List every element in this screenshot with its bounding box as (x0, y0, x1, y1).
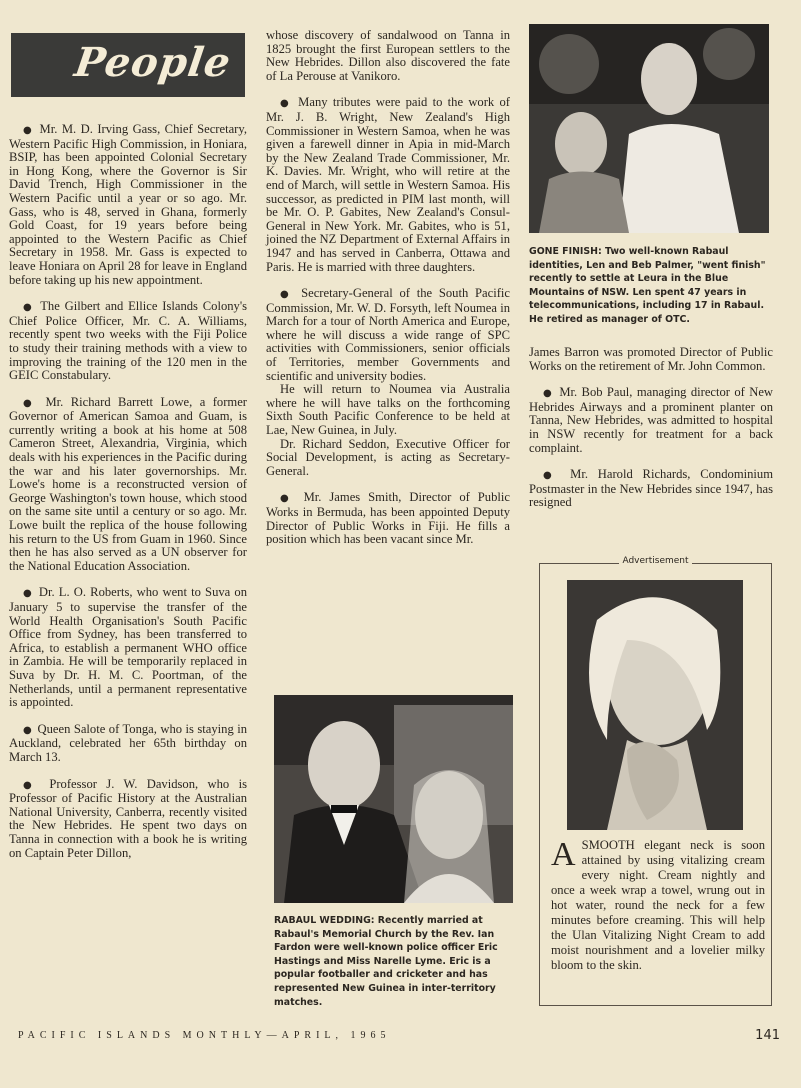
bullet-icon: ● (543, 470, 569, 482)
column-3 (529, 346, 773, 523)
article-paragraph (266, 287, 510, 383)
article-paragraph (529, 386, 773, 455)
column-1 (9, 123, 247, 873)
paragraph-text: Professor J. W. Davidson, who is Professor of Pacific History at the Australian National University, Canberra, recently visited the New Hebrides. He spent two days on Tanna in connection with a book he is writing on Captain Peter Dillon, (9, 776, 247, 860)
paragraph-text: whose discovery of sandalwood on Tanna in 1825 brought the first European settlers to the New Hebrides. Dillon also discovered the fate of La Perouse at Vanikoro. (266, 28, 510, 83)
paragraph-text: Many tributes were paid to the work of Mr. J. B. Wright, New Zealand's High Commissioner in Western Samoa, when he was given a farewell dinner in Apia in mid-March by the New Zealand Trade Commissioner, Mr. K. Davies. Mr. Wright, who will retire at the end of March, will settle in Western Samoa. His successor, as predicted in PIM last month, will be Mr. O. P. Gabites, New Zealand's Consul-General in New York. Mr. Gabites, who is 51, joined the NZ Department of External Affairs in 1947 and has served in Canberra, Ottawa and Paris. He is married with three daughters. (266, 95, 510, 274)
article-paragraph (9, 723, 247, 765)
advertisement-photo (567, 580, 743, 830)
paragraph-text: Mr. James Smith, Director of Public Works in Bermuda, has been appointed Deputy Director of Public Works in Fiji. He fills a position which has been vacant since Mr. (266, 490, 510, 547)
paragraph-text: Mr. Richard Barrett Lowe, a former Governor of American Samoa and Guam, is currently writing a book at his home at 508 Cameron Street, Alexandria, Virginia, which deals with his experiences in the Pacific during the war and his later governorships. Mr. Lowe's home is a reconstructed version of George Washington's town house, which stood on the same site until a century or so ago. Mr. Lowe built the replica of the house following his return to the US from Guam in 1960. Since then he has also served as a UN observer for the National Education Association. (9, 394, 247, 573)
paragraph-text: Secretary-General of the South Pacific Commission, Mr. W. D. Forsyth, left Noumea in March for a tour of North America and Europe, where he will discuss a wide range of SPC activities with Commissioners, senior officials of Territories, member Governments and scientific and university bodies. (266, 286, 510, 383)
advertisement-label: Advertisement (539, 556, 772, 566)
article-paragraph: Dr. Richard Seddon, Executive Officer for Social Development, is acting as Secretary-General. (266, 436, 510, 478)
paragraph-text: The Gilbert and Ellice Islands Colony's Chief Police Officer, Mr. C. A. Williams, recently spent two weeks with the Fiji Police to study their training methods with a view to improving the training of the 120 men in the GEIC Constabulary. (9, 299, 248, 383)
article-paragraph (266, 29, 510, 83)
article-paragraph (9, 300, 247, 383)
column-2 (266, 29, 510, 560)
article-paragraph (9, 396, 247, 574)
article-paragraph (9, 778, 247, 861)
paragraph-text: Mr. Bob Paul, managing director of New Hebrides Airways and a prominent planter on Tanna, New Hebrides, was admitted to hospital in NSW recently for treatment for a back complaint. (529, 385, 774, 455)
article-paragraph: He will return to Noumea via Australia where he will have talks on the forthcoming Sixth South Pacific Conference to be held at Lae, New Guinea, in July. (266, 382, 510, 438)
section-title: People (71, 39, 235, 86)
paragraph-text: Dr. L. O. Roberts, who went to Suva on January 5 to supervise the transfer of the World Health Organisation's South Pacific Office from Sydney, has been transferred to Africa, to establish a permanent WHO office in Zambia. He will be temporarily replaced in Suva by Dr. H. M. C. Poortman, of the Netherlands, until a permanent representative is appointed. (9, 585, 247, 710)
bullet-icon: ● (23, 125, 38, 136)
bullet-icon: ● (23, 302, 39, 314)
article-paragraph (9, 123, 247, 287)
page-number: 141 (755, 1028, 780, 1043)
article-paragraph (266, 491, 510, 546)
advertisement-text (551, 838, 765, 973)
bullet-icon: ● (23, 724, 36, 736)
article-paragraph (9, 586, 247, 709)
wedding-photo (274, 695, 513, 903)
paragraph-text: James Barron was promoted Director of Public Works on the retirement of Mr. John Common. (529, 345, 773, 373)
bullet-icon: ● (23, 397, 44, 409)
paragraph-text: Mr. M. D. Irving Gass, Chief Secretary, Western Pacific High Commission, in Honiara, BSIP, has been appointed Colonial Secretary in Hong Kong, where the Governor is Sir David Trench, High Commissioner in the Western Pacific until a year or so ago. Mr. Gass, who is 48, served in Ghana, formerly Gold Coast, for 19 years before being appointed to the Western Pacific as Chief Secretary in 1958. Mr. Gass is expected to leave Honiara on April 28 for leave in England before taking up his new appointment. (9, 122, 247, 287)
wedding-caption: RABAUL WEDDING: Recently married at Rabaul's Memorial Church by the Rev. Ian Fardon were well-known police officer Eric Hastings and Miss Narelle Lyme. Eric is a popular footballer and cricketer and has represented New Guinea in inter-territory matches. (274, 915, 498, 1008)
bullet-icon: ● (23, 779, 48, 791)
section-banner (11, 33, 245, 97)
advertisement-body: SMOOTH elegant neck is soon attained by using vitalizing cream every night. Cream nightly and once a week wrap a towel, wrung out in hot water, round the neck for a few minutes before creaming. This will help the Ulan Vitalizing Night Cream to add moist nourishment and a lovelier milky bloom to the skin. (551, 838, 765, 972)
palmer-caption: GONE FINISH: Two well-known Rabaul identities, Len and Beb Palmer, "went finish" recently to settle at Leura in the Blue Mountains of NSW. Len spent 47 years in telecommunications, including 17 in Rabaul. He retired as manager of OTC. (529, 246, 766, 325)
bullet-icon: ● (23, 588, 37, 600)
article-paragraph (529, 468, 773, 510)
masthead: PACIFIC ISLANDS MONTHLY—APRIL, 1965 (18, 1030, 391, 1041)
paragraph-text: Mr. Harold Richards, Condominium Postmaster in the New Hebrides since 1947, has resigned (529, 467, 774, 510)
bullet-icon: ● (280, 98, 297, 110)
article-paragraph (529, 346, 773, 373)
bullet-icon: ● (280, 493, 302, 505)
paragraph-text: Queen Salote of Tonga, who is staying in Auckland, celebrated her 65th birthday on March 13. (9, 721, 247, 764)
page-footer (18, 1030, 780, 1044)
bullet-icon: ● (280, 289, 300, 301)
palmer-photo (529, 24, 769, 233)
article-paragraph (266, 96, 510, 274)
advertisement-dropcap: A (551, 836, 576, 873)
bullet-icon: ● (543, 388, 558, 400)
